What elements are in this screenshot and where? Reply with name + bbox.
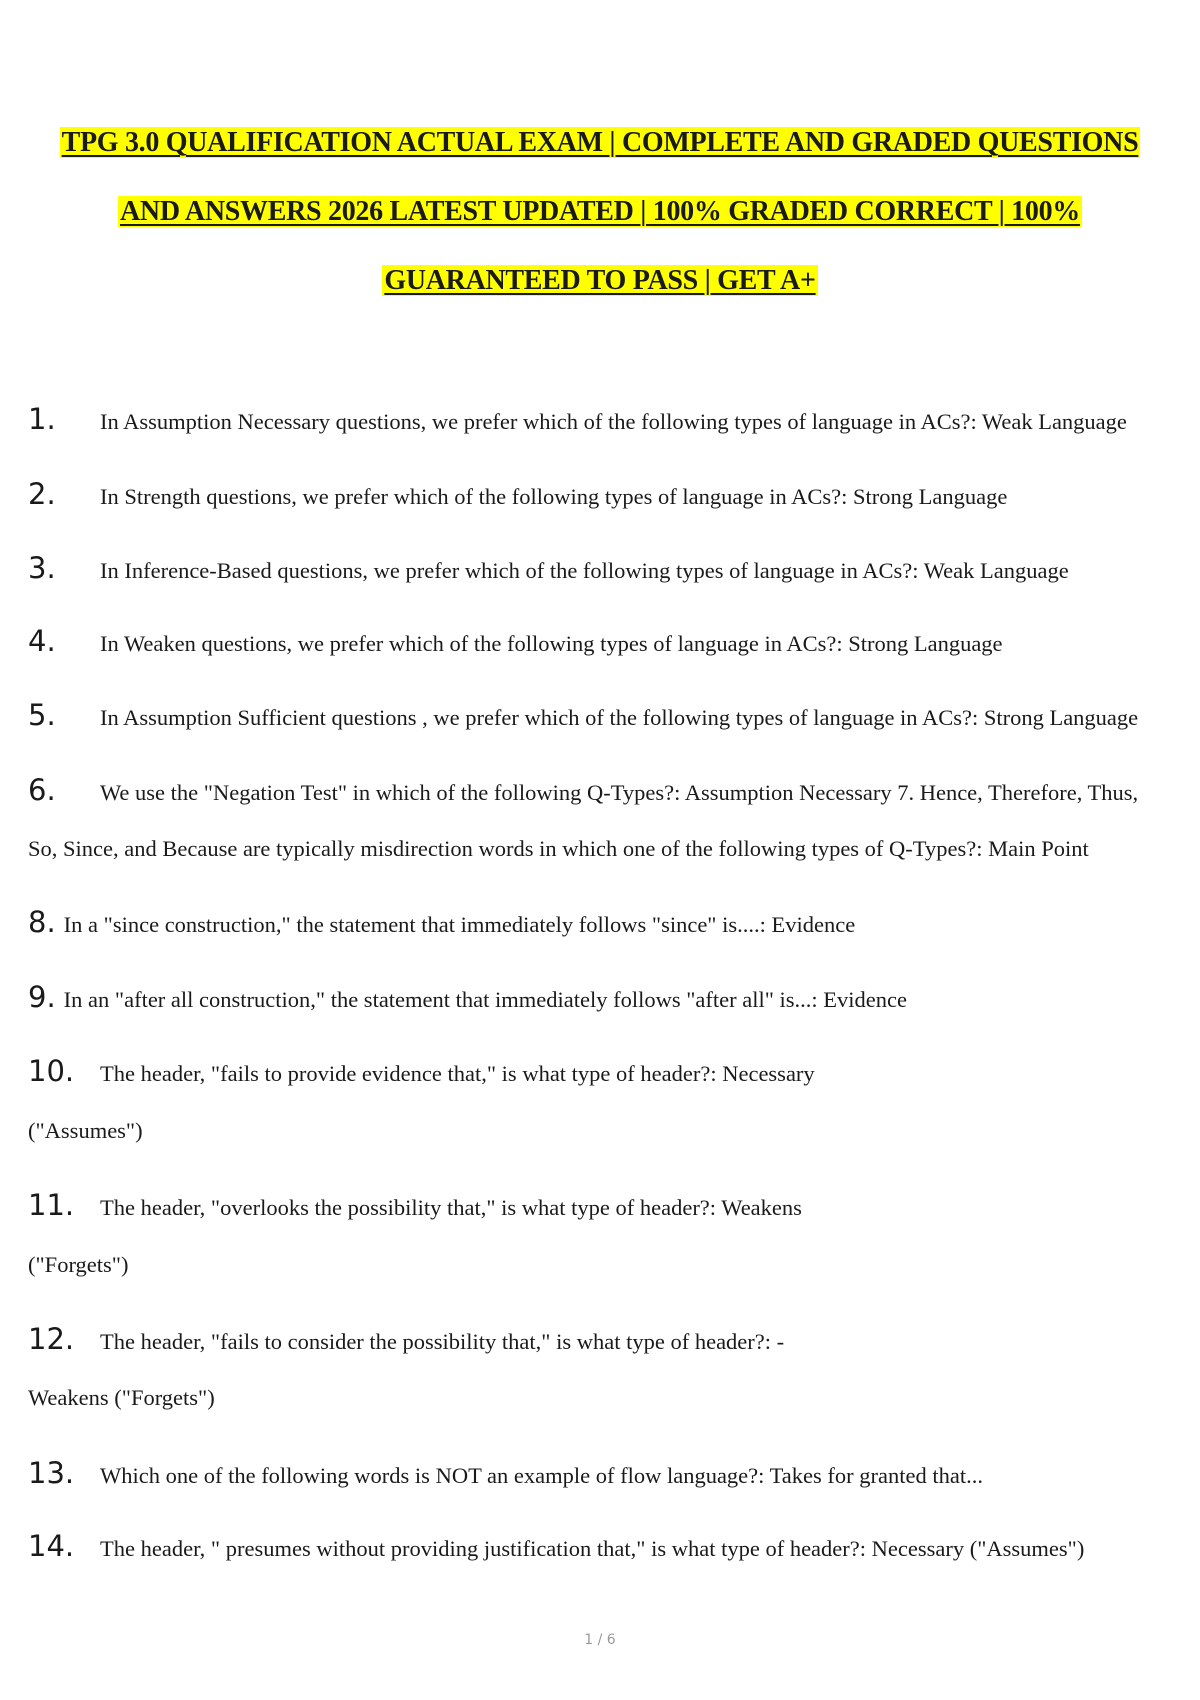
question-continuation: ("Assumes") (28, 1118, 143, 1143)
question-item (28, 551, 1178, 585)
question-number: 1. (28, 402, 56, 436)
question-continuation: Weakens ("Forgets") (28, 1385, 215, 1410)
question-text: In Strength questions, we prefer which of the following types of language in ACs?: Strong Language (100, 484, 1008, 509)
question-number: 6. (28, 773, 56, 807)
question-number: 11. (28, 1188, 75, 1222)
question-text: The header, "fails to provide evidence that," is what type of header?: Necessary (100, 1061, 815, 1086)
page-indicator: 1 / 6 (584, 1632, 616, 1648)
title-line-3: GUARANTEED TO PASS | GET A+ (384, 265, 816, 296)
question-text: Which one of the following words is NOT an example of flow language?: Takes for granted that... (100, 1463, 983, 1488)
question-text: We use the "Negation Test" in which of the following Q-Types?: Assumption Necessary 7. Hence, Therefore, Thus, (100, 780, 1139, 805)
question-text: In Assumption Necessary questions, we prefer which of the following types of language in ACs?: Weak Language (100, 409, 1127, 434)
question-number: 5. (28, 698, 56, 732)
question-number: 4. (28, 624, 56, 658)
question-text: The header, "fails to consider the possibility that," is what type of header?: - (100, 1329, 785, 1354)
question-item (28, 624, 1178, 658)
question-item (28, 1188, 1178, 1222)
question-item (28, 1456, 1178, 1490)
question-continuation: ("Forgets") (28, 1252, 129, 1277)
question-item (28, 698, 1178, 732)
question-text: The header, " presumes without providing justification that," is what type of header?: Necessary ("Assumes") (100, 1536, 1085, 1561)
question-number: 9. (28, 980, 56, 1014)
title-line-2: AND ANSWERS 2026 LATEST UPDATED | 100% GRADED CORRECT | 100% (120, 196, 1080, 227)
question-text: In Assumption Sufficient questions , we prefer which of the following types of language in ACs?: Strong Language (100, 705, 1139, 730)
question-item (28, 477, 1178, 511)
question-number: 14. (28, 1529, 75, 1563)
question-item (28, 402, 1178, 436)
question-continuation: So, Since, and Because are typically misdirection words in which one of the following types of Q-Types?: Main Point (28, 836, 1089, 861)
question-item (28, 1529, 1178, 1563)
question-number: 3. (28, 551, 56, 585)
question-number: 8. (28, 905, 56, 939)
question-item (28, 1322, 1178, 1356)
question-text: In Inference-Based questions, we prefer which of the following types of language in ACs?: Weak Language (100, 558, 1069, 583)
question-text: In Weaken questions, we prefer which of the following types of language in ACs?: Strong Language (100, 631, 1003, 656)
question-item (28, 1054, 1178, 1088)
question-number: 12. (28, 1322, 75, 1356)
question-item (28, 905, 1178, 939)
question-text: In a "since construction," the statement that immediately follows "since" is....: Evidence (63, 912, 856, 937)
question-number: 2. (28, 477, 56, 511)
document-title (0, 118, 1200, 325)
question-item (28, 980, 1178, 1014)
question-number: 10. (28, 1054, 75, 1088)
question-text: In an "after all construction," the statement that immediately follows "after all" is...: Evidence (63, 987, 908, 1012)
question-item (28, 773, 1178, 807)
question-text: The header, "overlooks the possibility that," is what type of header?: Weakens (100, 1195, 802, 1220)
question-number: 13. (28, 1456, 75, 1490)
title-line-1: TPG 3.0 QUALIFICATION ACTUAL EXAM | COMPLETE AND GRADED QUESTIONS (61, 127, 1139, 158)
